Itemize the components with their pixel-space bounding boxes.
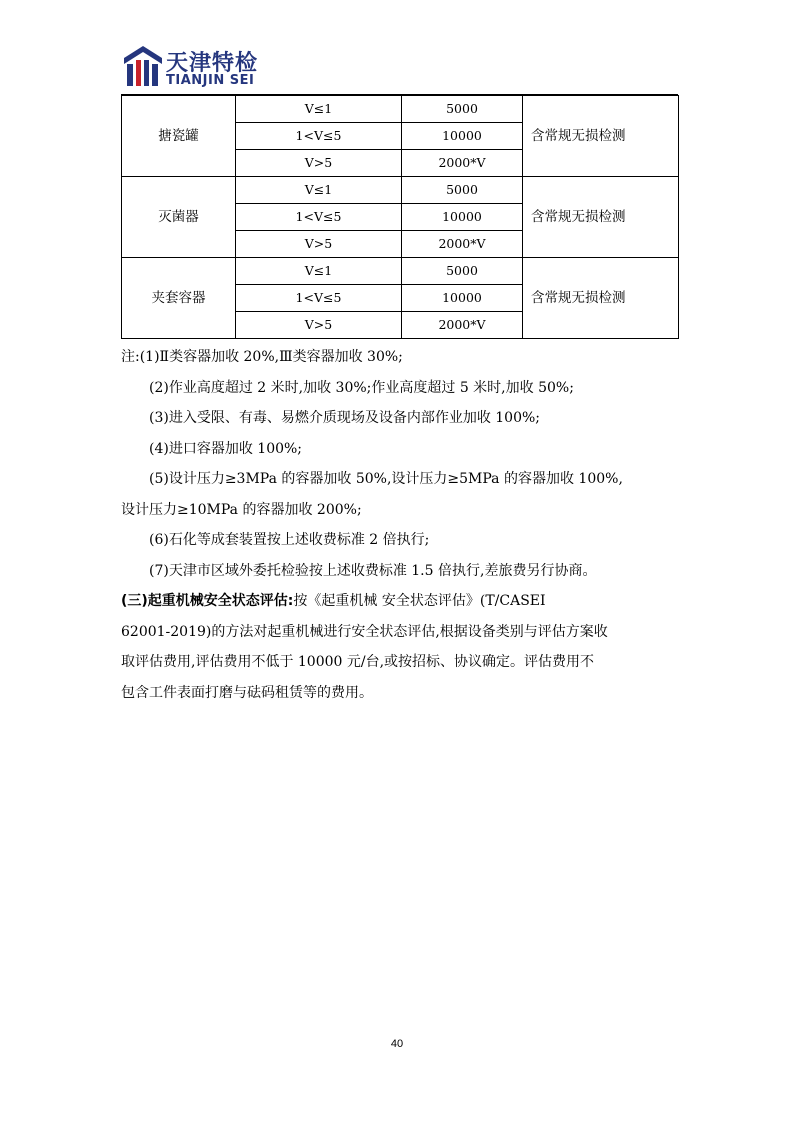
note-3: (3)进入受限、有毒、易燃介质现场及设备内部作业加收 100%; <box>149 410 541 426</box>
logo-chinese-name: 天津特检 <box>166 51 259 76</box>
fee-table <box>121 95 679 339</box>
section-heading: (三)起重机械安全状态评估: <box>121 593 294 609</box>
fee-remark: 含常规无损检测 <box>523 96 679 177</box>
fee-value: 5000 <box>402 177 523 204</box>
fee-value: 2000*V <box>402 150 523 177</box>
fee-remark: 含常规无损检测 <box>523 258 679 339</box>
company-logo <box>124 44 274 90</box>
volume-range: 1<V≤5 <box>236 204 402 231</box>
page-number: 40 <box>390 1038 404 1050</box>
volume-range: 1<V≤5 <box>236 123 402 150</box>
notes-block <box>121 342 679 586</box>
fee-value: 10000 <box>402 123 523 150</box>
equipment-category: 夹套容器 <box>122 258 236 339</box>
note-5: (5)设计压力≥3MPa 的容器加收 50%,设计压力≥5MPa 的容器加收 100%, <box>149 471 623 487</box>
section-line-3: 取评估费用,评估费用不低于 10000 元/台,或按招标、协议确定。评估费用不 <box>121 654 595 670</box>
volume-range: V≤1 <box>236 177 402 204</box>
logo-english-name: TIANJIN SEI <box>166 73 255 88</box>
note-2: (2)作业高度超过 2 米时,加收 30%;作业高度超过 5 米时,加收 50%; <box>149 379 574 396</box>
section-line-2: 62001-2019)的方法对起重机械进行安全状态评估,根据设备类别与评估方案收 <box>121 623 608 640</box>
section-first-line-text: 按《起重机械 安全状态评估》(T/CASEI <box>293 593 546 609</box>
logo-mark-icon <box>124 44 162 88</box>
fee-remark: 含常规无损检测 <box>523 177 679 258</box>
fee-value: 5000 <box>402 96 523 123</box>
section-first-line <box>121 586 679 617</box>
note-5-continued: 设计压力≥10MPa 的容器加收 200%; <box>121 501 362 518</box>
fee-value: 2000*V <box>402 231 523 258</box>
note-4: (4)进口容器加收 100%; <box>149 440 303 457</box>
note-7: (7)天津市区域外委托检验按上述收费标准 1.5 倍执行,差旅费另行协商。 <box>149 562 597 579</box>
volume-range: V>5 <box>236 231 402 258</box>
volume-range: V>5 <box>236 150 402 177</box>
fee-value: 2000*V <box>402 312 523 339</box>
equipment-category: 灭菌器 <box>122 177 236 258</box>
equipment-category: 搪瓷罐 <box>122 96 236 177</box>
note-6: (6)石化等成套装置按上述收费标准 2 倍执行; <box>149 532 430 548</box>
fee-value: 10000 <box>402 285 523 312</box>
volume-range: V≤1 <box>236 258 402 285</box>
volume-range: V>5 <box>236 312 402 339</box>
table-row <box>122 177 679 204</box>
section-line-4: 包含工件表面打磨与砝码租赁等的费用。 <box>121 684 373 701</box>
crane-assessment-section <box>121 586 679 708</box>
table-row <box>122 96 679 123</box>
note-1: 注:(1)Ⅱ类容器加收 20%,Ⅲ类容器加收 30%; <box>121 349 403 365</box>
fee-value: 5000 <box>402 258 523 285</box>
table-row <box>122 258 679 285</box>
volume-range: 1<V≤5 <box>236 285 402 312</box>
volume-range: V≤1 <box>236 96 402 123</box>
fee-table-body <box>122 96 679 339</box>
fee-value: 10000 <box>402 204 523 231</box>
